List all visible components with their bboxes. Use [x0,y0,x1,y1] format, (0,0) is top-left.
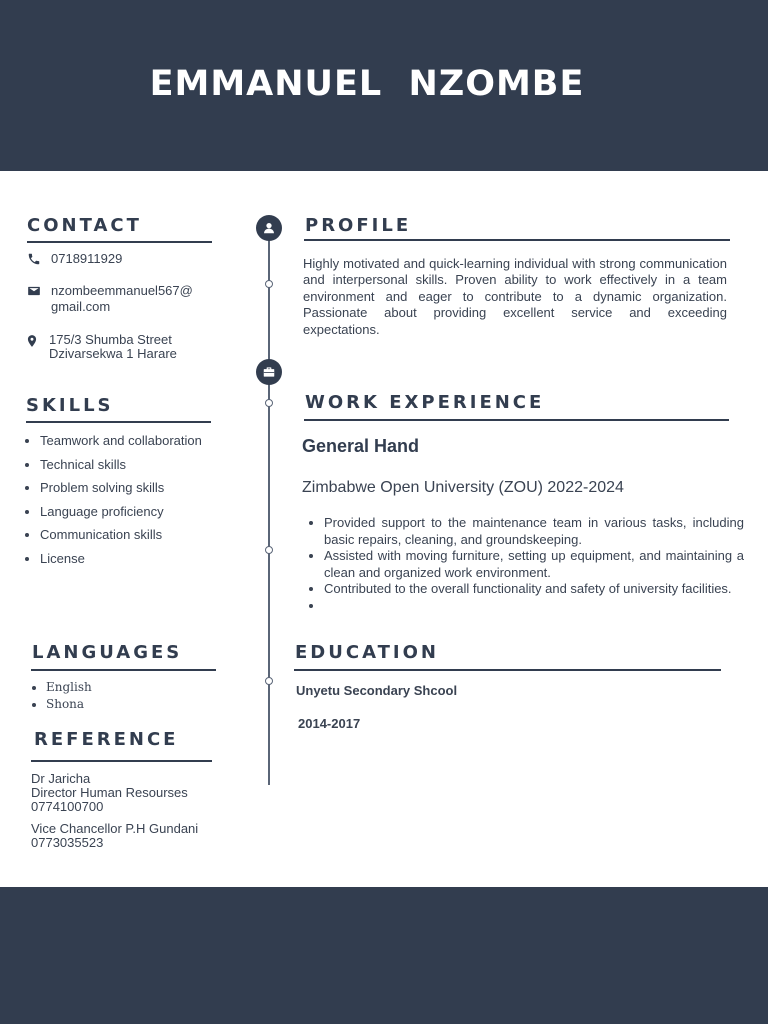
profile-summary: Highly motivated and quick-learning individual with strong communication and interpersonal skills. Proven ability to work effectively in a team environment and eager to contribute to a dynamic organization. Passionate about providing excellent service and exceeding expectations. [303,256,727,337]
email-address [51,283,193,315]
person-name: EMMANUEL NZOMBE [149,64,585,104]
duty-item: • Provided support to the maintenance team in various tasks, including basic repairs, cleaning, and groundskeeping. [324,515,744,548]
skill-item: • Technical skills [40,453,230,477]
timeline-dot [265,677,273,685]
profile-heading: PROFILE [305,215,412,236]
timeline-dot [265,280,273,288]
skills-heading: SKILLS [26,395,114,416]
work-heading: WORK EXPERIENCE [305,392,545,413]
contact-heading: CONTACT [27,215,142,236]
skill-item: • Language proficiency [40,500,230,524]
duty-item: • Assisted with moving furniture, setting up equipment, and maintaining a clean and organized work environment. [324,548,744,581]
reference-1 [31,772,188,814]
job-organization: Zimbabwe Open University (ZOU) 2022-2024 [302,479,624,496]
skill-item: • Communication skills [40,523,230,547]
education-school: Unyetu Secondary Shcool [296,683,458,698]
skill-item: • Problem solving skills [40,476,230,500]
user-icon [262,221,276,235]
reference-1-phone: 0774100700 [31,799,104,814]
reference-2-name: Vice Chancellor P.H Gundani [31,821,199,836]
profile-divider [304,239,730,241]
contact-email [27,283,193,315]
profile-badge [256,215,282,241]
languages-list [30,679,92,713]
education-years: 2014-2017 [298,716,361,731]
duty-item: • Contributed to the overall functionality and safety of university facilities. [324,581,744,598]
reference-2-phone: 0773035523 [31,835,104,850]
education-heading: EDUCATION [295,642,439,663]
email-line-2: gmail.com [51,299,111,314]
email-line-1: nzombeemmanuel567@ [51,283,193,298]
job-title: General Hand [302,436,420,456]
footer-band [0,887,768,1024]
address-line-2: Dzivarsekwa 1 Harare [49,346,177,361]
address-line-1: 175/3 Shumba Street [49,332,172,347]
reference-1-title: Director Human Resourses [31,785,188,800]
phone-icon [27,252,41,266]
phone-number: 0718911929 [51,251,123,266]
skill-item: • License [40,547,230,571]
briefcase-icon [262,365,276,379]
contact-divider [27,241,212,243]
envelope-icon [27,284,41,298]
duty-item [324,598,744,615]
education-divider [294,669,721,671]
skills-divider [26,421,211,423]
address [49,333,177,361]
language-item: • English [46,679,92,696]
contact-phone [27,251,122,267]
timeline-dot [265,399,273,407]
timeline-dot [265,546,273,554]
languages-heading: LANGUAGES [32,642,183,663]
reference-1-name: Dr Jaricha [31,771,91,786]
timeline-line [268,230,270,785]
reference-heading: REFERENCE [34,729,179,750]
reference-divider [31,760,212,762]
skills-list [22,429,230,571]
duties-list [305,515,744,614]
skill-item: • Teamwork and collaboration [40,429,230,453]
map-pin-icon [25,334,39,348]
contact-address [25,333,177,361]
language-item: • Shona [46,696,92,713]
work-badge [256,359,282,385]
reference-2 [31,822,198,850]
work-divider [304,419,729,421]
languages-divider [31,669,216,671]
